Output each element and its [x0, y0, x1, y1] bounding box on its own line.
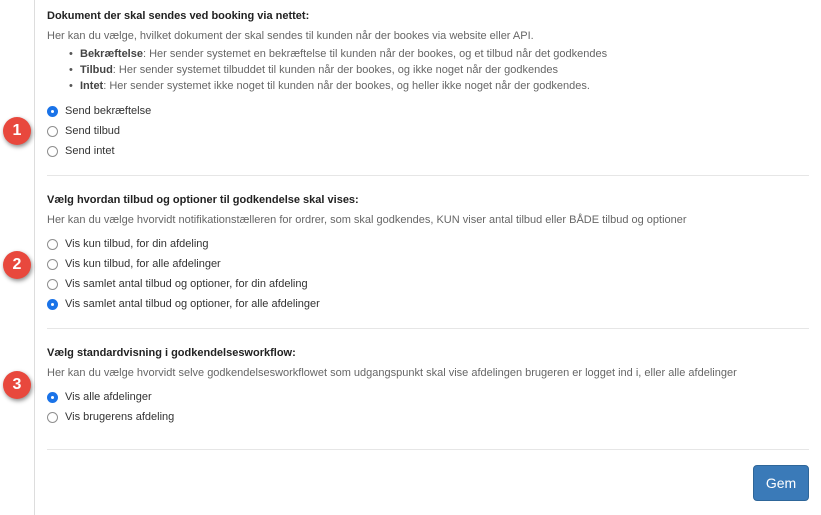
radio-label: Vis brugerens afdeling	[65, 411, 175, 423]
radio-button[interactable]	[47, 126, 58, 137]
step-badge-2: 2	[3, 251, 31, 279]
explanation-item: • Tilbud: Her sender systemet tilbuddet til kunden når der bookes, og ikke noget når der godkendes	[80, 62, 809, 78]
radio-offers-own-dept[interactable]	[47, 234, 320, 254]
explanation-item: • Intet: Her sender systemet ikke noget til kunden når der bookes, og heller ikke noget når der godkendes.	[80, 78, 809, 94]
save-button[interactable]: Gem	[753, 465, 809, 501]
section-description: Her kan du vælge, hvilket dokument der skal sendes til kunden når der bookes via website eller API.	[47, 30, 534, 42]
radio-button[interactable]	[47, 146, 58, 157]
explanation-item: • Bekræftelse: Her sender systemet en bekræftelse til kunden når der bookes, og et tilbud når det godkendes	[80, 46, 809, 62]
radio-button[interactable]	[47, 392, 58, 403]
step-badge-3: 3	[3, 371, 31, 399]
radio-offers-all-depts[interactable]	[47, 254, 320, 274]
section-description: Her kan du vælge hvorvidt notifikationstælleren for ordrer, som skal godkendes, KUN viser antal tilbud eller BÅDE tilbud og optioner	[47, 214, 687, 226]
section-divider	[47, 328, 809, 329]
radio-user-department[interactable]	[47, 407, 174, 427]
section-divider	[47, 175, 809, 176]
radio-button[interactable]	[47, 412, 58, 423]
radio-button[interactable]	[47, 259, 58, 270]
radio-send-confirmation[interactable]	[47, 101, 151, 121]
radio-total-all-depts[interactable]	[47, 294, 320, 314]
section-title: Vælg hvordan tilbud og optioner til godkendelse skal vises:	[47, 194, 359, 206]
radio-button[interactable]	[47, 106, 58, 117]
section-description: Her kan du vælge hvorvidt selve godkendelsesworkflowet som udgangspunkt skal vise afdelingen brugeren er logget ind i, eller alle afdelinger	[47, 367, 737, 379]
radio-label: Send bekræftelse	[65, 105, 152, 117]
radio-total-own-dept[interactable]	[47, 274, 320, 294]
radio-label: Vis kun tilbud, for din afdeling	[65, 238, 209, 250]
section-title: Dokument der skal sendes ved booking via nettet:	[47, 10, 310, 22]
radio-label: Vis samlet antal tilbud og optioner, for alle afdelinger	[65, 298, 320, 310]
send-document-section	[47, 9, 809, 94]
workflow-default-section	[47, 346, 809, 380]
radio-send-nothing[interactable]	[47, 141, 151, 161]
radio-label: Vis alle afdelinger	[65, 391, 152, 403]
radio-button[interactable]	[47, 239, 58, 250]
left-border-line	[34, 0, 35, 515]
radio-button[interactable]	[47, 299, 58, 310]
radio-send-offer[interactable]	[47, 121, 151, 141]
option-explanations	[47, 46, 809, 94]
send-document-radio-group	[47, 101, 151, 161]
radio-label: Vis kun tilbud, for alle afdelinger	[65, 258, 221, 270]
radio-all-departments[interactable]	[47, 387, 174, 407]
workflow-default-radio-group	[47, 387, 174, 427]
section-divider	[47, 449, 809, 450]
section-title: Vælg standardvisning i godkendelsesworkflow:	[47, 347, 296, 359]
radio-label: Send intet	[65, 145, 115, 157]
radio-label: Vis samlet antal tilbud og optioner, for din afdeling	[65, 278, 308, 290]
step-badge-1: 1	[3, 117, 31, 145]
approval-display-section	[47, 193, 809, 227]
radio-button[interactable]	[47, 279, 58, 290]
radio-label: Send tilbud	[65, 125, 121, 137]
approval-display-radio-group	[47, 234, 320, 314]
